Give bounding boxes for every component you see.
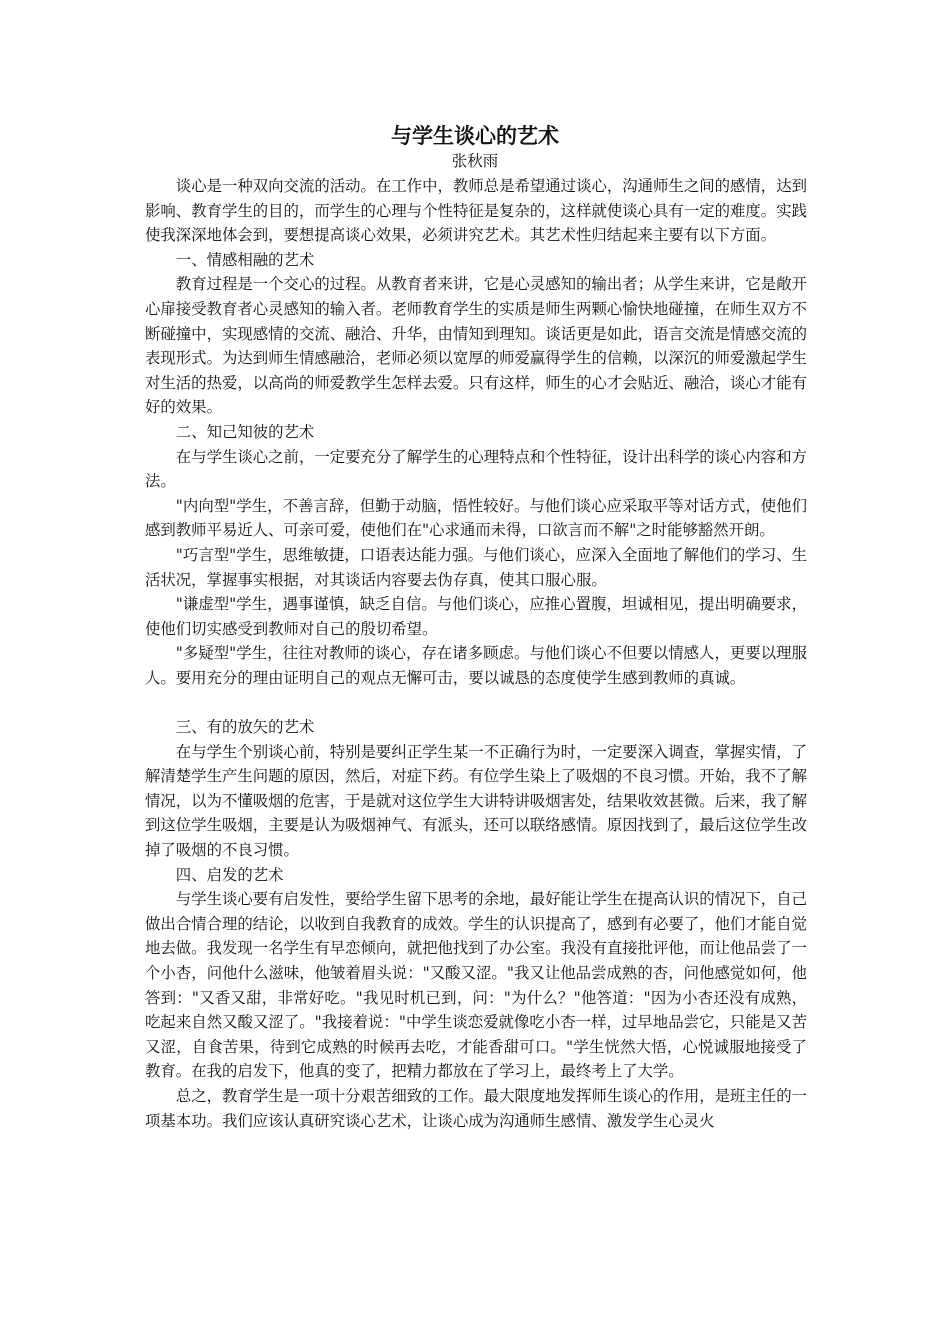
section-2-paragraph-1: 在与学生谈心之前，一定要充分了解学生的心理特点和个性特征，设计出科学的谈心内容和方法。: [145, 447, 807, 491]
section-2-paragraph-3: "巧言型"学生，思维敏捷，口语表达能力强。与他们谈心，应深入全面地了解他们的学习、生活状况，掌握事实根据，对其谈话内容要去伪存真，使其口服心服。: [145, 545, 807, 589]
blank-line: [145, 690, 807, 715]
section-2-heading: 二、知己知彼的艺术: [175, 422, 315, 441]
section-4-heading: 四、启发的艺术: [175, 865, 284, 884]
section-2-paragraph-4: "谦虚型"学生，遇事谨慎，缺乏自信。与他们谈心，应推心置腹，坦诚相见，提出明确要求，使他们切实感受到教师对自己的殷切希望。: [145, 595, 807, 638]
document-title: 与学生谈心的艺术: [391, 123, 559, 148]
section-1-heading: 一、情感相融的艺术: [175, 250, 315, 269]
section-3-heading: 三、有的放矢的艺术: [175, 718, 315, 737]
section-2-paragraph-2: "内向型"学生，不善言辞，但勤于动脑，悟性较好。与他们谈心应采取平等对话方式，使他们感到教师平易近人、可亲可爱，使他们在"心求通而未得，口欲言而不解"之时能够豁然开朗。: [145, 496, 807, 540]
conclusion-paragraph: 总之，教育学生是一项十分艰苦细致的工作。最大限度地发挥师生谈心的作用，是班主任的一项基本功。我们应该认真研究谈心艺术，让谈心成为沟通师生感情、激发学生心灵火: [145, 1086, 807, 1130]
document-body: [145, 174, 807, 1133]
section-4-paragraph: 与学生谈心要有启发性，要给学生留下思考的余地，最好能让学生在提高认识的情况下，自己做出合情合理的结论，以收到自我教育的成效。学生的认识提高了，感到有必要了，他们才能自觉地去做。我发现一名学生有早恋倾向，就把他找到了办公室。我没有直接批评他，而让他品尝了一个小杏，问他什么滋味，他皱着眉头说："又酸又涩。"我又让他品尝成熟的杏，问他感觉如何，他答到："又香又甜，非常好吃。"我见时机已到，问："为什么？"他答道："因为小杏还没有成熟，吃起来自然又酸又涩了。"我接着说："中学生谈恋爱就像吃小杏一样，过早地品尝它，只能是又苦又涩，自食苦果，待到它成熟的时候再去吃，才能香甜可口。"学生恍然大悟，心悦诚服地接受了教育。在我的启发下，他真的变了，把精力都放在了学习上，最终考上了大学。: [145, 890, 807, 1081]
section-1-paragraph: 教育过程是一个交心的过程。从教育者来讲，它是心灵感知的输出者；从学生来讲，它是敞开心扉接受教育者心灵感知的输入者。老师教育学生的实质是师生两颗心愉快地碰撞，在师生双方不断碰撞中，实现感情的交流、融洽、升华，由情知到理知。谈话更是如此，语言交流是情感交流的表现形式。为达到师生情感融洽，老师必须以宽厚的师爱赢得学生的信赖，以深沉的师爱激起学生对生活的热爱，以高尚的师爱教学生怎样去爱。只有这样，师生的心才会贴近、融洽，谈心才能有好的效果。: [145, 275, 807, 417]
intro-paragraph: 谈心是一种双向交流的活动。在工作中，教师总是希望通过谈心，沟通师生之间的感情，达到影响、教育学生的目的，而学生的心理与个性特征是复杂的，这样就使谈心具有一定的难度。实践使我深深地体会到，要想提高谈心效果，必须讲究艺术。其艺术性归结起来主要有以下方面。: [145, 177, 807, 245]
section-3-paragraph: 在与学生个别谈心前，特别是要纠正学生某一不正确行为时，一定要深入调查，掌握实情，了解清楚学生产生问题的原因，然后，对症下药。有位学生染上了吸烟的不良习惯。开始，我不了解情况，以为不懂吸烟的危害，于是就对这位学生大讲特讲吸烟害处，结果收效甚微。后来，我了解到这位学生吸烟，主要是认为吸烟神气、有派头，还可以联络感情。原因找到了，最后这位学生改掉了吸烟的不良习惯。: [145, 742, 807, 860]
document-author: 张秋雨: [451, 152, 499, 170]
section-2-paragraph-5: "多疑型"学生，往往对教师的谈心，存在诸多顾虑。与他们谈心不但要以情感人，更要以理服人。要用充分的理由证明自己的观点无懈可击，要以诚恳的态度使学生感到教师的真诚。: [145, 644, 807, 687]
